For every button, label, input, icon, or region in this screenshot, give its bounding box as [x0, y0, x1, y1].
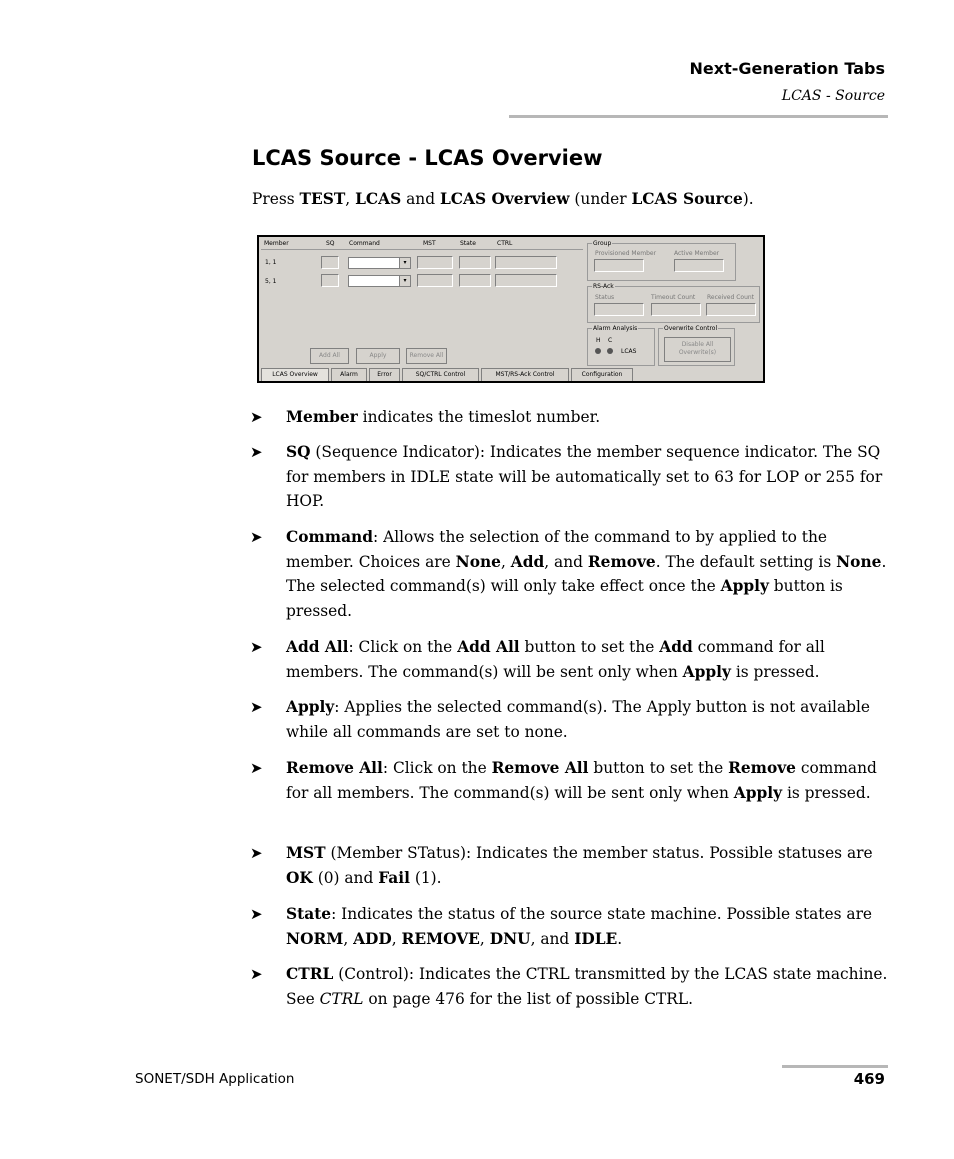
- bullet-arrow-icon: ➤: [250, 905, 263, 923]
- apply-button[interactable]: Apply: [356, 348, 400, 364]
- group-panel: [587, 240, 736, 281]
- tab-configuration[interactable]: Configuration: [571, 368, 633, 381]
- bullet-apply: ➤ Apply: Applies the selected command(s). The Apply button is not available while all commands are set to none.: [250, 695, 890, 744]
- alarm-c-label: C: [608, 337, 613, 344]
- bullet-arrow-icon: ➤: [250, 965, 263, 983]
- alarm-lcas-label: LCAS: [621, 348, 637, 355]
- bullet-arrow-icon: ➤: [250, 759, 263, 777]
- timeout-count-label: Timeout Count: [651, 294, 696, 301]
- row-1-state-field: [459, 256, 491, 269]
- bullet-add-all: ➤ Add All: Click on the Add All button to set the Add command for all members. The command(s) will be sent only when Apply is pressed.: [250, 635, 890, 684]
- row-2-ctrl-field: [495, 274, 557, 287]
- col-member: Member: [264, 240, 289, 247]
- group-title: Group: [593, 240, 612, 247]
- page-title: LCAS Source - LCAS Overview: [252, 146, 603, 170]
- bullet-sq: ➤ SQ (Sequence Indicator): Indicates the member sequence indicator. The SQ for members in IDLE state will be automatically set to 63 for LOP or 255 for HOP.: [250, 440, 890, 514]
- overwrite-control-title: Overwrite Control: [664, 325, 718, 332]
- provisioned-member-field: [594, 259, 644, 272]
- tab-error[interactable]: Error: [369, 368, 400, 381]
- bullet-arrow-icon: ➤: [250, 443, 263, 461]
- row-2-mst-field: [417, 274, 453, 287]
- rs-ack-status-field: [594, 303, 644, 316]
- chevron-down-icon: ▾: [399, 276, 410, 286]
- row-2-sq-field: [321, 274, 339, 287]
- col-state: State: [460, 240, 476, 247]
- bullet-member: ➤ Member indicates the timeslot number.: [250, 405, 890, 430]
- row-2-state-field: [459, 274, 491, 287]
- bullet-ctrl: ➤ CTRL (Control): Indicates the CTRL transmitted by the LCAS state machine. See CTRL on page 476 for the list of possible CTRL.: [250, 962, 890, 1011]
- intro-paragraph: Press TEST, LCAS and LCAS Overview (under LCAS Source).: [252, 190, 754, 208]
- col-command: Command: [349, 240, 380, 247]
- add-all-button[interactable]: Add All: [310, 348, 349, 364]
- timeout-count-field: [651, 303, 701, 316]
- rs-ack-status-label: Status: [595, 294, 615, 301]
- rs-ack-title: RS-Ack: [593, 283, 614, 290]
- page-number: 469: [853, 1070, 885, 1088]
- overwrite-control-panel: [658, 325, 735, 366]
- header-divider: [261, 249, 583, 250]
- alarm-analysis-panel: [587, 325, 655, 366]
- received-count-field: [706, 303, 756, 316]
- provisioned-member-label: Provisioned Member: [595, 250, 657, 257]
- bullet-mst: ➤ MST (Member STatus): Indicates the member status. Possible statuses are OK (0) and Fail (1).: [250, 841, 890, 890]
- alarm-c-led-icon: [607, 348, 613, 354]
- tab-lcas-overview[interactable]: LCAS Overview: [261, 368, 329, 381]
- tab-mst-rs-ack-control[interactable]: MST/RS-Ack Control: [481, 368, 569, 381]
- ctrl-reference-link[interactable]: CTRL: [319, 989, 364, 1008]
- bullet-arrow-icon: ➤: [250, 698, 263, 716]
- header-rule: [509, 115, 888, 118]
- alarm-h-led-icon: [595, 348, 601, 354]
- row-2-member: 5, 1: [265, 278, 277, 285]
- bullet-arrow-icon: ➤: [250, 844, 263, 862]
- bullet-state: ➤ State: Indicates the status of the source state machine. Possible states are NORM, ADD, REMOVE, DNU, and IDLE.: [250, 902, 890, 951]
- tab-alarm[interactable]: Alarm: [331, 368, 367, 381]
- active-member-field: [674, 259, 724, 272]
- row-1-mst-field: [417, 256, 453, 269]
- footer-rule: [782, 1065, 888, 1068]
- header-title: Next-Generation Tabs: [689, 59, 885, 78]
- row-2-command-select[interactable]: [348, 275, 411, 287]
- bullet-arrow-icon: ➤: [250, 638, 263, 656]
- col-mst: MST: [423, 240, 436, 247]
- remove-all-button[interactable]: Remove All: [406, 348, 447, 364]
- header-subtitle: LCAS - Source: [781, 88, 885, 104]
- row-1-sq-field: [321, 256, 339, 269]
- alarm-h-label: H: [596, 337, 601, 344]
- alarm-analysis-title: Alarm Analysis: [593, 325, 638, 332]
- chevron-down-icon: ▾: [399, 258, 410, 268]
- received-count-label: Received Count: [707, 294, 755, 301]
- row-1-command-select[interactable]: [348, 257, 411, 269]
- tab-sq-ctrl-control[interactable]: SQ/CTRL Control: [402, 368, 479, 381]
- bullet-arrow-icon: ➤: [250, 408, 263, 426]
- col-sq: SQ: [326, 240, 335, 247]
- active-member-label: Active Member: [674, 250, 720, 257]
- bullet-arrow-icon: ➤: [250, 528, 263, 546]
- lcas-overview-screenshot: [257, 235, 765, 383]
- disable-all-overwrites-button[interactable]: Disable All Overwrite(s): [664, 337, 731, 362]
- row-1-ctrl-field: [495, 256, 557, 269]
- footer-section: SONET/SDH Application: [135, 1071, 295, 1087]
- rs-ack-panel: [587, 283, 760, 323]
- bullet-command: ➤ Command: Allows the selection of the command to by applied to the member. Choices are None, Add, and Remove. The default setting is None. The selected command(s) will only take effect once the Apply button is pressed.: [250, 525, 890, 623]
- row-1-member: 1, 1: [265, 259, 277, 266]
- bullet-remove-all: ➤ Remove All: Click on the Remove All button to set the Remove command for all members. The command(s) will be sent only when Apply is pressed.: [250, 756, 890, 805]
- col-ctrl: CTRL: [497, 240, 513, 247]
